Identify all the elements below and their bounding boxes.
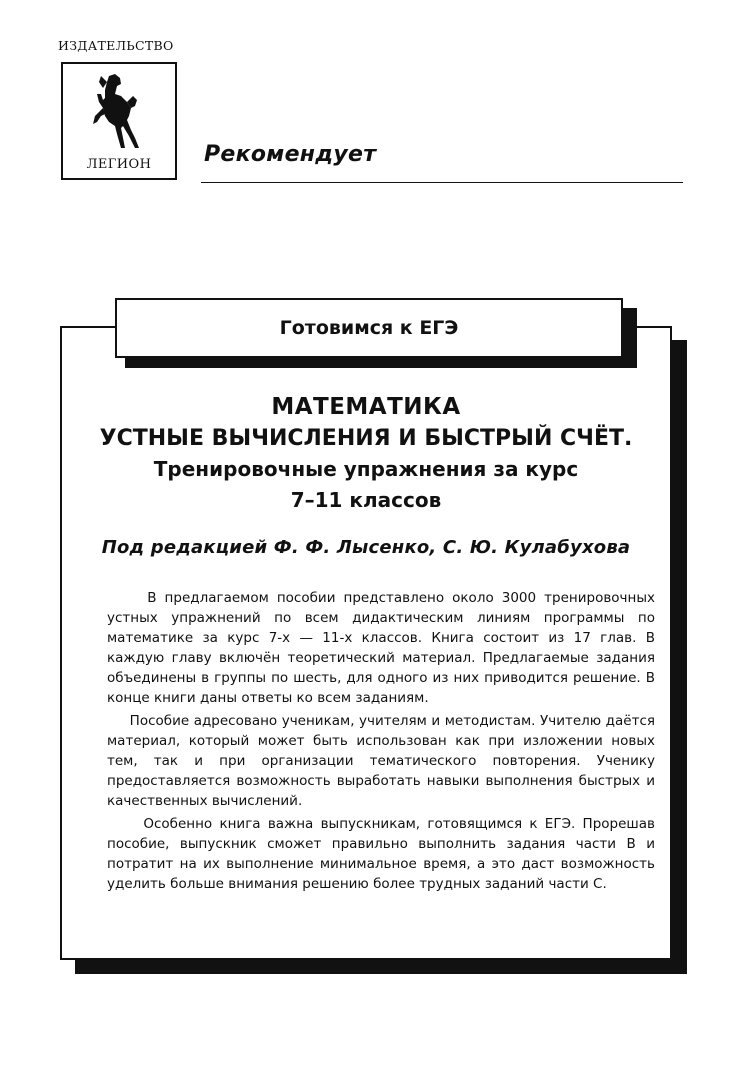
description-paragraph: Особенно книга важна выпускникам, готовящимся к ЕГЭ. Прорешав пособие, выпускник сможет правильно выполнить задания части В и потратит на их выполнение минимальное время, а это даст возможность уделить больше внимания решению более трудных заданий части С. — [107, 816, 655, 892]
description — [107, 588, 655, 897]
title-line-2: УСТНЫЕ ВЫЧИСЛЕНИЯ И БЫСТРЫЙ СЧЁТ. — [99, 426, 633, 451]
description-paragraph: Пособие адресовано ученикам, учителям и методистам. Учителю даётся материал, который может быть использован как при изложении новых тем, так и при организации тематического повторения. Ученику предоставляется возможность выработать навыки выполнения быстрых и качественных вычислений. — [107, 713, 655, 809]
horse-icon — [87, 72, 147, 152]
publisher-label: ИЗДАТЕЛЬСТВО — [58, 38, 174, 53]
subtitle-line-2: 7–11 классов — [290, 488, 442, 512]
publisher-name: ЛЕГИОН — [86, 157, 152, 172]
publisher-logo — [61, 62, 177, 180]
description-paragraph: В предлагаемом пособии представлено около 3000 тренировочных устных упражнений по всем дидактическим линиям программы по математике за курс 7-х — 11-х классов. Книга состоит из 17 глав. В каждую главу включён теоретический материал. Предлагаемые задания объединены в группы по шесть, для одного из них приводится решение. В конце книги даны ответы ко всем заданиям. — [107, 590, 655, 706]
series-banner: Готовимся к ЕГЭ — [115, 298, 623, 358]
title-line-1: МАТЕМАТИКА — [271, 394, 461, 420]
heading-rule — [201, 182, 683, 183]
editors-line: Под редакцией Ф. Ф. Лысенко, С. Ю. Кулабухова — [101, 537, 631, 558]
book-title — [60, 391, 672, 516]
subtitle-line-1: Тренировочные упражнения за курс — [153, 457, 579, 481]
recommends-heading: Рекомендует — [204, 142, 377, 167]
